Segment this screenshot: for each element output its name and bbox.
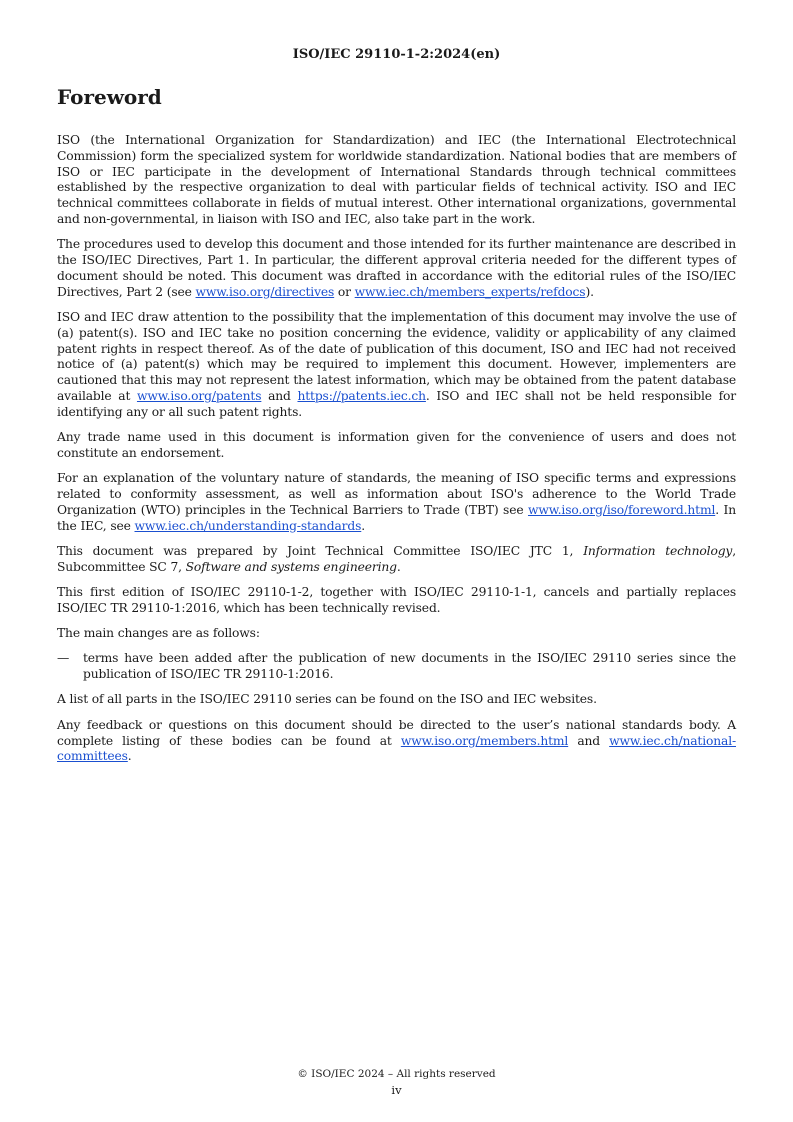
- committee-name: Information technology: [583, 543, 733, 558]
- page-number: iv: [391, 1083, 402, 1097]
- paragraph-3-text-c: . ISO and IEC shall not be held responsible for identifying any or all such patent rights.: [57, 388, 736, 419]
- iso-foreword-link[interactable]: www.iso.org/iso/foreword.html: [527, 502, 716, 517]
- document-id-header: ISO/IEC 29110-1-2:2024(en): [292, 47, 501, 62]
- iec-patents-link[interactable]: https://patents.iec.ch: [297, 388, 426, 403]
- paragraph-10-text-a: Any feedback or questions on this document should be directed to the user’s national standards body. A complete listing of these bodies can be found at: [57, 717, 736, 748]
- iec-understanding-standards-link[interactable]: www.iec.ch/understanding-standards: [134, 518, 362, 533]
- list-item: [57, 651, 736, 683]
- paragraph-5-text-c: .: [361, 518, 366, 533]
- paragraph-5-text-b: . In the IEC, see: [57, 502, 736, 533]
- paragraph-1: ISO (the International Organization for Standardization) and IEC (the International Electrotechnical Commission) form the specialized system for worldwide standardization. National bodies that are members of ISO or IEC participate in the development of International Standards through technical committees established by the respective organization to deal with particular fields of technical activity. ISO and IEC technical committees collaborate in fields of mutual interest. Other international organizations, governmental and non-governmental, in liaison with ISO and IEC, also take part in the work.: [57, 133, 736, 226]
- paragraph-2: [57, 237, 736, 300]
- paragraph-6-text-b: , Subcommittee SC 7,: [57, 543, 736, 574]
- page-title: Foreword: [57, 85, 162, 109]
- paragraph-8: The main changes are as follows:: [57, 626, 260, 641]
- paragraph-7: This first edition of ISO/IEC 29110-1-2, together with ISO/IEC 29110-1-1, cancels and partially replaces ISO/IEC TR 29110-1:2016, which has been technically revised.: [57, 584, 736, 615]
- copyright-notice: © ISO/IEC 2024 – All rights reserved: [297, 1068, 496, 1080]
- iso-members-link[interactable]: www.iso.org/members.html: [400, 733, 569, 748]
- paragraph-3: [57, 310, 736, 421]
- paragraph-4: Any trade name used in this document is information given for the convenience of users and does not constitute an endorsement.: [57, 430, 736, 460]
- list-dash: —: [57, 651, 70, 666]
- paragraph-3-text-a: ISO and IEC draw attention to the possibility that the implementation of this document may involve the use of (a) patent(s). ISO and IEC take no position concerning the evidence, validity or applicability of any claimed patent rights in respect thereof. As of the date of publication of this document, ISO and IEC had not received notice of (a) patent(s) which may be required to implement this document. However, implementers are cautioned that this may not represent the latest information, which may be obtained from the patent database available at: [57, 309, 736, 403]
- iec-national-committees-link[interactable]: www.iec.ch/national-committees: [57, 733, 736, 764]
- paragraph-10: [57, 718, 736, 765]
- iec-refdocs-link[interactable]: www.iec.ch/members_experts/refdocs: [354, 284, 586, 299]
- paragraph-5-text-a: For an explanation of the voluntary nature of standards, the meaning of ISO specific terms and expressions related to conformity assessment, as well as information about ISO's adherence to the World Trade Organization (WTO) principles in the Technical Barriers to Trade (TBT) see: [57, 471, 736, 517]
- page-footer: [0, 1066, 793, 1098]
- paragraph-10-text-c: .: [127, 749, 132, 764]
- paragraph-6-text-a: This document was prepared by Joint Technical Committee ISO/IEC JTC 1,: [57, 543, 584, 558]
- list-item-text: terms have been added after the publication of new documents in the ISO/IEC 29110 series since the publication of ISO/IEC TR 29110-1:2016.: [83, 651, 736, 682]
- paragraph-2-text-a: The procedures used to develop this document and those intended for its further maintenance are described in the ISO/IEC Directives, Part 1. In particular, the different approval criteria needed for the different types of document should be noted. This document was drafted in accordance with the editorial rules of the ISO/IEC Directives, Part 2 (see: [57, 237, 736, 299]
- paragraph-2-text-b: or: [334, 284, 355, 299]
- iso-patents-link[interactable]: www.iso.org/patents: [136, 388, 262, 403]
- foreword-section: [57, 84, 736, 775]
- subcommittee-name: Software and systems engineering: [185, 559, 397, 574]
- paragraph-9: A list of all parts in the ISO/IEC 29110 series can be found on the ISO and IEC websites.: [57, 692, 597, 707]
- paragraph-2-text-c: ).: [585, 284, 594, 299]
- paragraph-6: [57, 544, 736, 576]
- paragraph-3-text-b: and: [261, 388, 298, 403]
- paragraph-10-text-b: and: [568, 733, 610, 748]
- paragraph-6-text-c: .: [396, 559, 401, 574]
- paragraph-5: [57, 471, 736, 534]
- iso-directives-link[interactable]: www.iso.org/directives: [195, 284, 335, 299]
